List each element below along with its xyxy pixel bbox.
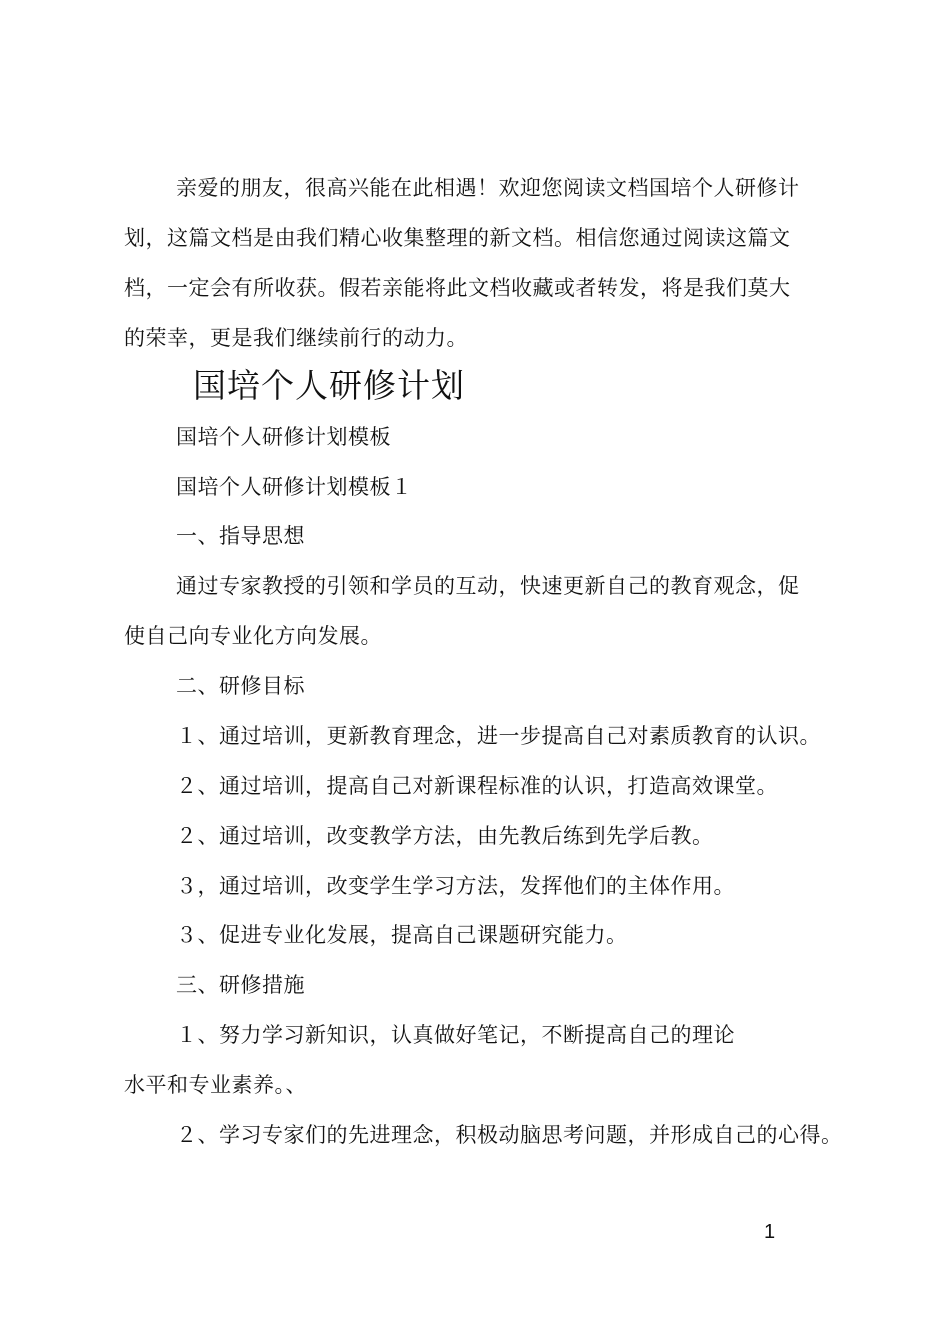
template-heading: 国培个人研修计划模板１: [176, 475, 413, 499]
section-3-item-1-line-1: １、努力学习新知识，认真做好笔记，不断提高自己的理论: [176, 1023, 735, 1047]
section-2-item: ２、通过培训，提高自己对新课程标准的认识，打造高效课堂。: [176, 774, 778, 798]
document-title: 国培个人研修计划: [193, 366, 465, 405]
section-3-item-2: ２、学习专家们的先进理念，积极动脑思考问题，并形成自己的心得。: [176, 1123, 843, 1147]
section-2-heading: 二、研修目标: [176, 674, 305, 698]
section-2-item: ３，通过培训，改变学生学习方法，发挥他们的主体作用。: [176, 874, 735, 898]
section-2-item: ２、通过培训，改变教学方法，由先教后练到先学后教。: [176, 824, 714, 848]
intro-line-3: 档，一定会有所收获。假若亲能将此文档收藏或者转发，将是我们莫大: [124, 276, 791, 300]
page-number: 1: [764, 1221, 776, 1243]
section-2-item: １、通过培训，更新教育理念，进一步提高自己对素质教育的认识。: [176, 724, 821, 748]
section-2-item: ３、促进专业化发展，提高自己课题研究能力。: [176, 923, 628, 947]
intro-line-2: 划，这篇文档是由我们精心收集整理的新文档。相信您通过阅读这篇文: [124, 226, 791, 250]
section-1-paragraph-line-2: 使自己向专业化方向发展。: [124, 624, 382, 648]
document-subtitle: 国培个人研修计划模板: [176, 425, 391, 449]
section-3-heading: 三、研修措施: [176, 973, 305, 997]
section-1-paragraph-line-1: 通过专家教授的引领和学员的互动，快速更新自己的教育观念，促: [176, 574, 800, 598]
section-3-item-1-line-2: 水平和专业素养。、: [124, 1073, 307, 1097]
section-1-heading: 一、指导思想: [176, 524, 305, 548]
intro-line-1: 亲爱的朋友，很高兴能在此相遇！欢迎您阅读文档国培个人研修计: [176, 176, 800, 200]
intro-line-4: 的荣幸，更是我们继续前行的动力。: [124, 326, 468, 350]
